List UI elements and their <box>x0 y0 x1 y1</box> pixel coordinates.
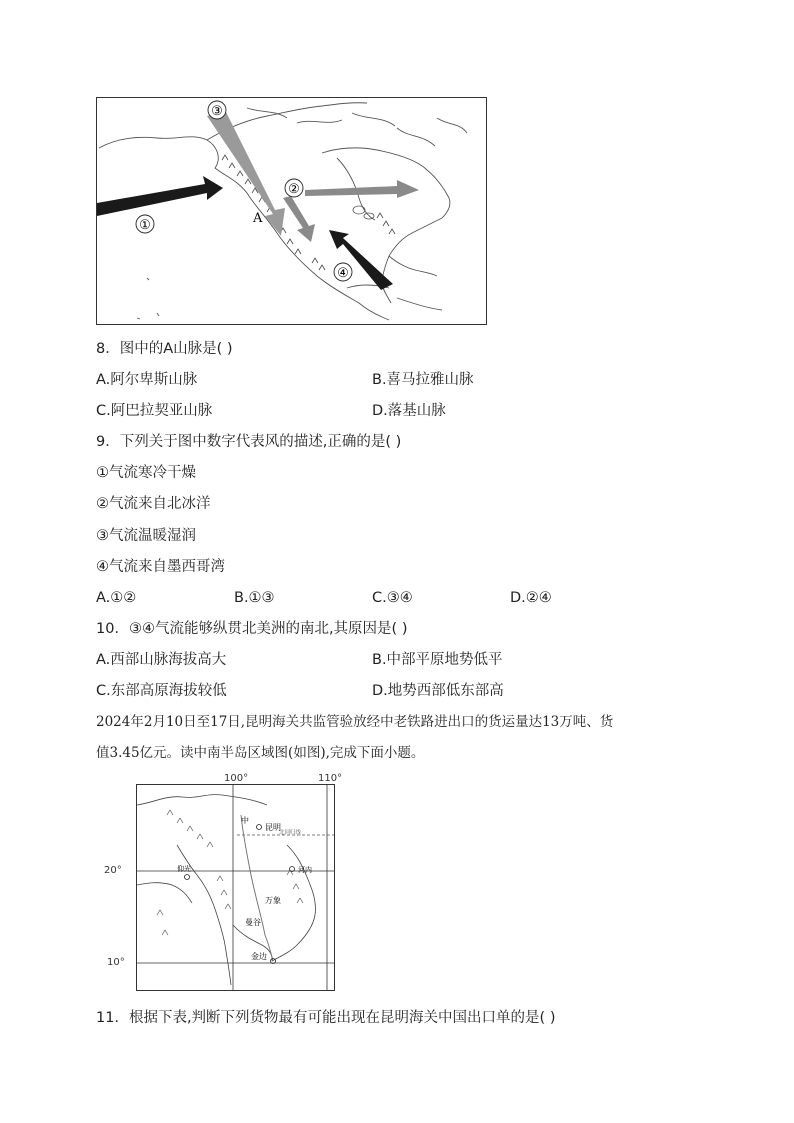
yangon-dot <box>185 875 190 880</box>
arrow-4-label: ④ <box>337 266 349 281</box>
q9-statement-3: ③气流温暖湿润 <box>96 528 196 544</box>
q8-stem: 8．图中的A山脉是( ) <box>96 341 233 357</box>
wind-arrow-2-branch <box>283 196 315 242</box>
q9-stem: 9．下列关于图中数字代表风的描述,正确的是( ) <box>96 434 402 450</box>
q10-option-c[interactable]: C.东部高原海拔较低 <box>96 683 227 699</box>
q10-stem: 10．③④气流能够纵贯北美洲的南北,其原因是( ) <box>96 621 408 637</box>
q9-statement-2: ②气流来自北冰洋 <box>96 496 211 512</box>
q9-statement-4: ④气流来自墨西哥湾 <box>96 559 225 575</box>
arrow-3-label: ③ <box>211 104 223 119</box>
passage-line-1: 2024年2月10日至17日,昆明海关共监管验放经中老铁路进出口的货运量达13万吨、货 <box>96 714 614 730</box>
north-america-map-svg <box>97 98 486 324</box>
lon-label-100: 100° <box>224 773 249 784</box>
q9-statement-1: ①气流寒冷干燥 <box>96 465 196 481</box>
place-bangkok: 曼谷 <box>245 918 261 927</box>
map2-coastline <box>137 795 315 985</box>
q10-option-b[interactable]: B.中部平原地势低平 <box>372 652 503 668</box>
north-america-map <box>96 97 487 325</box>
q10-option-d[interactable]: D.地势西部低东部高 <box>372 683 504 699</box>
map2-grid <box>137 785 334 990</box>
place-phnom-penh: 金边 <box>251 952 267 961</box>
arrow-1-label: ① <box>139 218 151 233</box>
mountain-a-label: A <box>253 211 263 226</box>
place-vientiane: 万象 <box>265 896 281 905</box>
q9-option-c[interactable]: C.③④ <box>372 590 413 606</box>
passage-line-2: 值3.45亿元。读中南半岛区域图(如图),完成下面小题。 <box>96 745 425 761</box>
place-tropic: 北回归线 <box>279 830 302 836</box>
q8-option-b[interactable]: B.喜马拉雅山脉 <box>372 372 474 388</box>
q10-option-a[interactable]: A.西部山脉海拔高大 <box>96 652 227 668</box>
lat-label-10: 10° <box>107 957 125 968</box>
lon-label-110: 110° <box>318 773 343 784</box>
wind-arrow-2 <box>305 180 419 198</box>
lat-label-20: 20° <box>104 865 122 876</box>
q9-option-d[interactable]: D.②④ <box>510 590 552 606</box>
wind-arrow-3 <box>207 110 285 236</box>
q11-stem: 11．根据下表,判断下列货物最有可能出现在昆明海关中国出口单的是( ) <box>96 1010 556 1026</box>
arrow-2-label: ② <box>288 182 300 197</box>
wind-arrow-1 <box>97 176 223 216</box>
mekong-river <box>241 815 273 961</box>
place-yangon: 仰光 <box>177 865 191 873</box>
q8-option-a[interactable]: A.阿尔卑斯山脉 <box>96 372 198 388</box>
q8-option-d[interactable]: D.落基山脉 <box>372 403 446 419</box>
q9-option-b[interactable]: B.①③ <box>234 590 275 606</box>
place-hanoi: 河内 <box>298 866 312 874</box>
q9-option-a[interactable]: A.①② <box>96 590 137 606</box>
indochina-map <box>136 784 335 991</box>
place-kunming: 昆明 <box>265 823 281 832</box>
place-china: 中 <box>241 816 249 825</box>
indochina-map-svg <box>137 785 334 990</box>
kunming-dot <box>257 825 262 830</box>
q8-option-c[interactable]: C.阿巴拉契亚山脉 <box>96 403 213 419</box>
wind-arrow-4 <box>329 230 393 290</box>
